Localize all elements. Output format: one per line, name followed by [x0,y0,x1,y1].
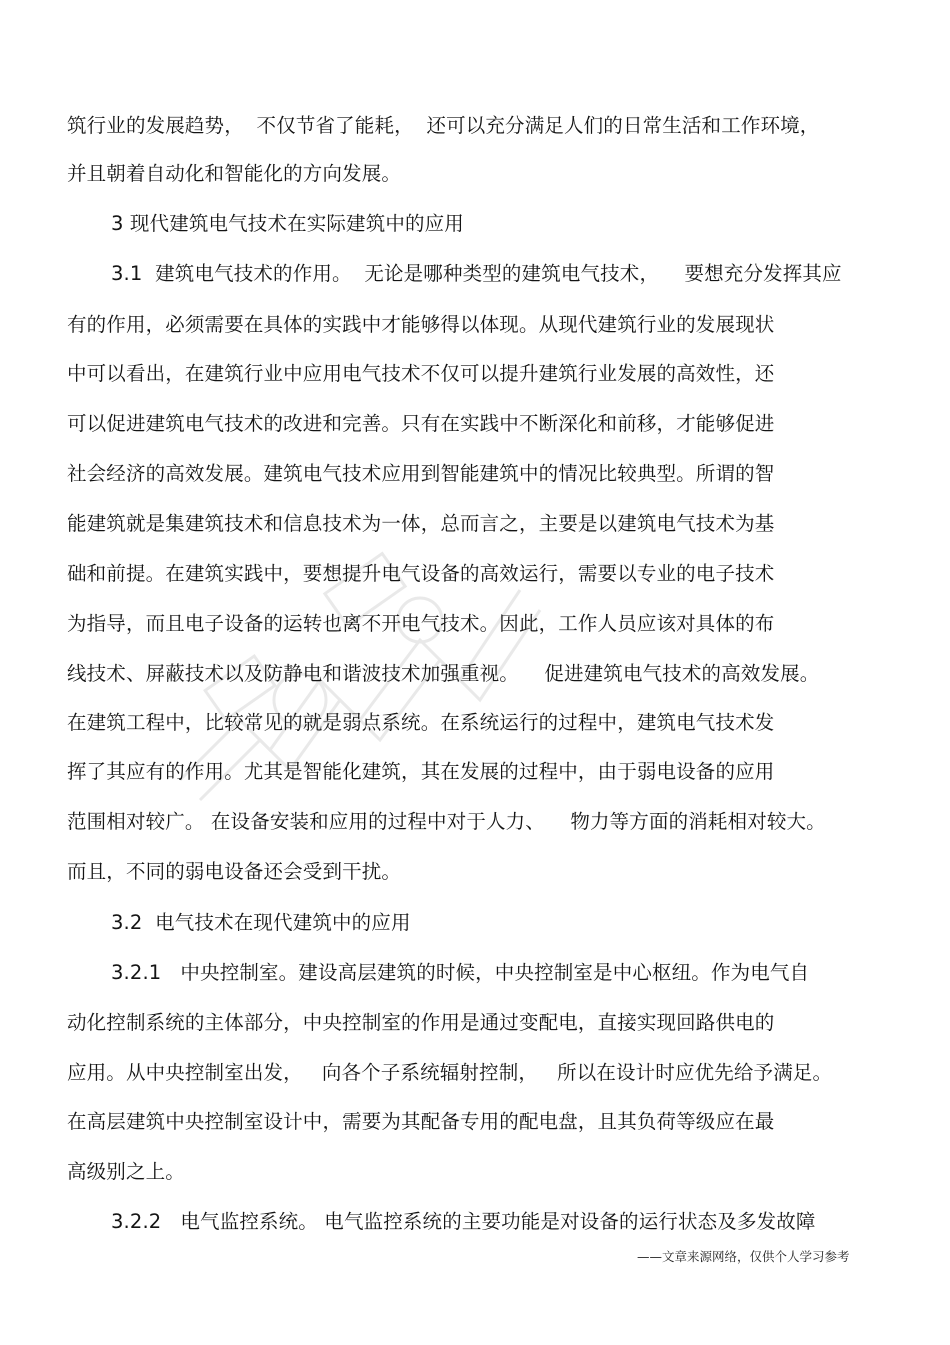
text-line-10: 础和前提。在建筑实践中，要想提升电气设备的高效运行，需要以专业的电子技术 [67,562,775,585]
section-heading-3: 3 现代建筑电气技术在实际建筑中的应用 [111,212,464,235]
text-line-21: 在高层建筑中央控制室设计中，需要为其配备专用的配电盘，且其负荷等级应在最 [67,1110,775,1133]
text-line-19: 动化控制系统的主体部分，中央控制室的作用是通过变配电，直接实现回路供电的 [67,1011,775,1034]
section-heading-3-2: 3.2 电气技术在现代建筑中的应用 [111,911,411,934]
text-line-6: 中可以看出，在建筑行业中应用电气技术不仅可以提升建筑行业发展的高效性，还 [67,362,775,385]
text-line-16: 而且，不同的弱电设备还会受到干扰。 [67,860,402,883]
text-line-11: 为指导，而且电子设备的运转也离不开电气技术。因此，工作人员应该对具体的布 [67,612,775,635]
text-line-12: 线技术、屏蔽技术以及防静电和谐波技术加强重视。 促进建筑电气技术的高效发展。 [67,662,820,685]
text-line-2: 并且朝着自动化和智能化的方向发展。 [67,162,402,185]
text-line-5: 有的作用，必须需要在具体的实践中才能够得以体现。从现代建筑行业的发展现状 [67,313,775,336]
text-line-4: 3.1 建筑电气技术的作用。 无论是哪种类型的建筑电气技术， 要想充分发挥其应 [111,262,842,285]
text-line-1: 筑行业的发展趋势， 不仅节省了能耗， 还可以充分满足人们的日常生活和工作环境， [67,114,820,137]
text-line-20: 应用。从中央控制室出发， 向各个子系统辐射控制， 所以在设计时应优先给予满足。 [67,1061,833,1084]
text-line-15: 范围相对较广。 在设备安装和应用的过程中对于人力、 物力等方面的消耗相对较大。 [67,810,826,833]
text-line-13: 在建筑工程中，比较常见的就是弱点系统。在系统运行的过程中，建筑电气技术发 [67,711,775,734]
text-line-7: 可以促进建筑电气技术的改进和完善。只有在实践中不断深化和前移，才能够促进 [67,412,775,435]
source-footnote: ——文章来源网络，仅供个人学习参考 [637,1249,850,1264]
text-line-23: 3.2.2 电气监控系统。 电气监控系统的主要功能是对设备的运行状态及多发故障 [111,1210,816,1233]
text-line-18: 3.2.1 中央控制室。建设高层建筑的时候，中央控制室是中心枢纽。作为电气自 [111,961,810,984]
text-line-8: 社会经济的高效发展。建筑电气技术应用到智能建筑中的情况比较典型。所谓的智 [67,462,775,485]
text-line-9: 能建筑就是集建筑技术和信息技术为一体，总而言之，主要是以建筑电气技术为基 [67,512,775,535]
text-line-22: 高级别之上。 [67,1160,185,1183]
text-line-14: 挥了其应有的作用。尤其是智能化建筑，其在发展的过程中，由于弱电设备的应用 [67,760,775,783]
